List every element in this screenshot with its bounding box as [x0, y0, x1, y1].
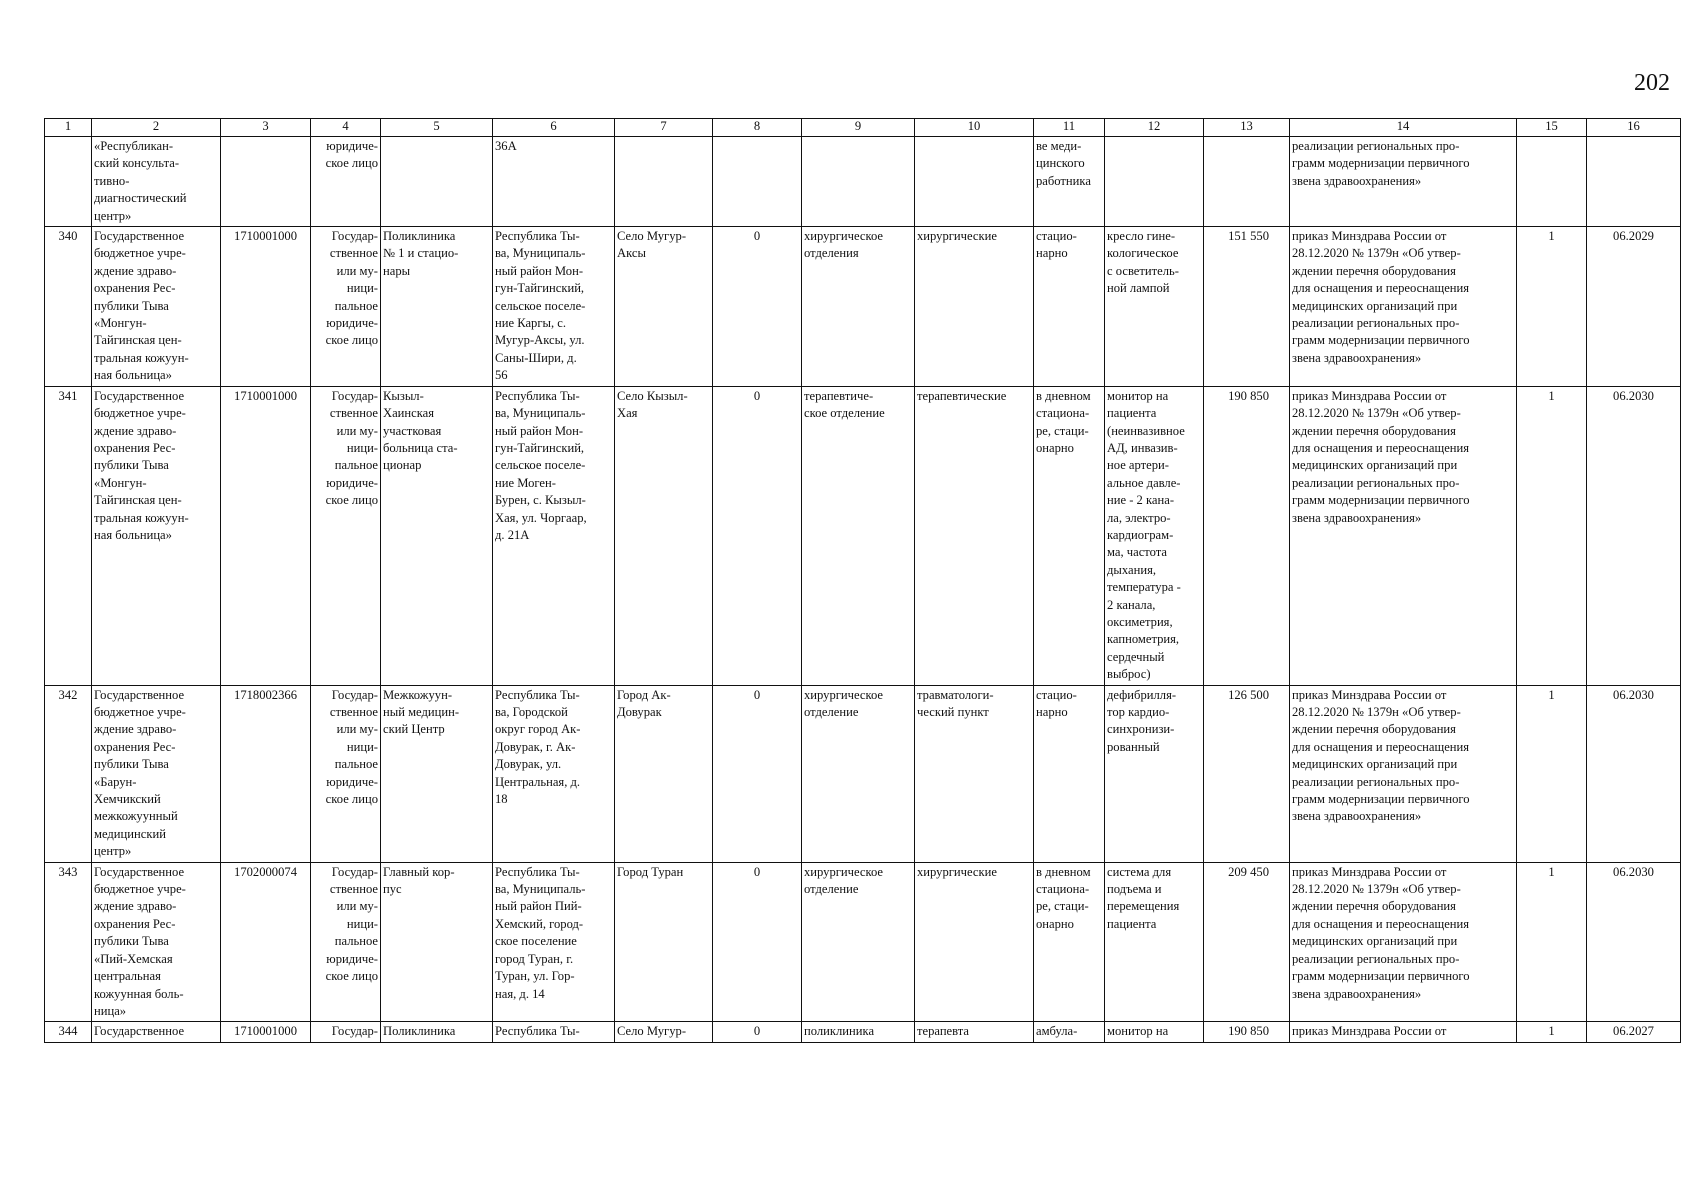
care-conditions: в дневном стациона- ре, стаци- онарно — [1034, 862, 1105, 1022]
table-row — [45, 1022, 1681, 1042]
column-8-value — [713, 137, 802, 227]
table-row — [45, 685, 1681, 862]
department — [802, 137, 915, 227]
column-header: 4 — [311, 119, 381, 137]
row-number — [45, 137, 92, 227]
address: Республика Ты- — [493, 1022, 615, 1042]
column-header: 6 — [493, 119, 615, 137]
settlement: Село Мугур- Аксы — [615, 227, 713, 387]
address: Республика Ты- ва, Муниципаль- ный район Мон- гун-Тайгинский, сельское поселе- ние Каргы, с. Мугур-Аксы, ул. Саны-Шири, д. 56 — [493, 227, 615, 387]
column-8-value: 0 — [713, 227, 802, 387]
address: 36А — [493, 137, 615, 227]
row-number: 343 — [45, 862, 92, 1022]
equipment-name: система для подъема и перемещения пациента — [1105, 862, 1204, 1022]
legal-form: Государ- — [311, 1022, 381, 1042]
column-header: 5 — [381, 119, 493, 137]
address: Республика Ты- ва, Городской округ город Ак- Довурак, г. Ак- Довурак, ул. Центральная, д. 18 — [493, 685, 615, 862]
price — [1204, 137, 1290, 227]
department: поликлиника — [802, 1022, 915, 1042]
settlement: Село Кызыл- Хая — [615, 386, 713, 685]
care-conditions: в дневном стациона- ре, стаци- онарно — [1034, 386, 1105, 685]
structural-unit: Межкожуун- ный медицин- ский Центр — [381, 685, 493, 862]
organization-name: Государственное бюджетное учре- ждение здраво- охранения Рес- публики Тыва «Монгун- Тайгинская цен- тральная кожуун- ная больница» — [92, 227, 221, 387]
delivery-date: 06.2030 — [1587, 685, 1681, 862]
care-conditions: стацио- нарно — [1034, 685, 1105, 862]
organization-name: Государственное бюджетное учре- ждение здраво- охранения Рес- публики Тыва «Монгун- Тайгинская цен- тральная кожуун- ная больница» — [92, 386, 221, 685]
column-header: 3 — [221, 119, 311, 137]
care-profile: хирургические — [915, 862, 1034, 1022]
equipment-name: дефибрилля- тор кардио- синхронизи- рованный — [1105, 685, 1204, 862]
column-number-header — [45, 119, 1681, 137]
care-profile: хирургические — [915, 227, 1034, 387]
inn — [221, 137, 311, 227]
department: хирургическое отделения — [802, 227, 915, 387]
organization-name: Государственное — [92, 1022, 221, 1042]
price: 126 500 — [1204, 685, 1290, 862]
inn: 1710001000 — [221, 1022, 311, 1042]
settlement: Город Туран — [615, 862, 713, 1022]
inn: 1718002366 — [221, 685, 311, 862]
column-header: 10 — [915, 119, 1034, 137]
column-header: 13 — [1204, 119, 1290, 137]
legal-basis: реализации региональных про- грамм модернизации первичного звена здравоохранения» — [1290, 137, 1517, 227]
price: 190 850 — [1204, 386, 1290, 685]
legal-basis: приказ Минздрава России от 28.12.2020 № 1379н «Об утвер- ждении перечня оборудования для оснащения и переоснащения медицинских организаций при реализации региональных про- грамм модернизации первичного звена здравоохранения» — [1290, 386, 1517, 685]
row-number: 341 — [45, 386, 92, 685]
delivery-date: 06.2027 — [1587, 1022, 1681, 1042]
column-header: 15 — [1517, 119, 1587, 137]
structural-unit: Кызыл- Хаинская участковая больница ста- ционар — [381, 386, 493, 685]
inn: 1702000074 — [221, 862, 311, 1022]
settlement: Город Ак- Довурак — [615, 685, 713, 862]
legal-basis: приказ Минздрава России от 28.12.2020 № 1379н «Об утвер- ждении перечня оборудования для оснащения и переоснащения медицинских организаций при реализации региональных про- грамм модернизации первичного звена здравоохранения» — [1290, 862, 1517, 1022]
organization-name: «Республикан- ский консульта- тивно- диагностический центр» — [92, 137, 221, 227]
care-conditions: стацио- нарно — [1034, 227, 1105, 387]
row-number: 340 — [45, 227, 92, 387]
structural-unit: Поликлиника № 1 и стацио- нары — [381, 227, 493, 387]
structural-unit: Главный кор- пус — [381, 862, 493, 1022]
legal-form: Государ- ственное или му- ници- пальное юридиче- ское лицо — [311, 386, 381, 685]
column-8-value: 0 — [713, 685, 802, 862]
structural-unit: Поликлиника — [381, 1022, 493, 1042]
department: терапевтиче- ское отделение — [802, 386, 915, 685]
table-row — [45, 862, 1681, 1022]
department: хирургическое отделение — [802, 862, 915, 1022]
care-profile: терапевтические — [915, 386, 1034, 685]
column-header: 14 — [1290, 119, 1517, 137]
delivery-date — [1587, 137, 1681, 227]
price: 209 450 — [1204, 862, 1290, 1022]
department: хирургическое отделение — [802, 685, 915, 862]
equipment-name: кресло гине- кологическое с осветитель- ной лампой — [1105, 227, 1204, 387]
care-profile: терапевта — [915, 1022, 1034, 1042]
quantity: 1 — [1517, 227, 1587, 387]
table-row — [45, 386, 1681, 685]
column-8-value: 0 — [713, 862, 802, 1022]
care-conditions: ве меди- цинского работника — [1034, 137, 1105, 227]
column-8-value: 0 — [713, 1022, 802, 1042]
quantity: 1 — [1517, 685, 1587, 862]
organization-name: Государственное бюджетное учре- ждение здраво- охранения Рес- публики Тыва «Пий-Хемская центральная кожуунная боль- ница» — [92, 862, 221, 1022]
equipment-name: монитор на пациента (неинвазивное АД, инвазив- ное артери- альное давле- ние - 2 кана- ла, электро- кардиограм- ма, частота дыхания, температура - 2 канала, оксиметрия, капнометрия, сердечный выброс) — [1105, 386, 1204, 685]
quantity: 1 — [1517, 1022, 1587, 1042]
column-header: 8 — [713, 119, 802, 137]
page-number: 202 — [1634, 70, 1670, 96]
row-number: 344 — [45, 1022, 92, 1042]
legal-form: Государ- ственное или му- ници- пальное юридиче- ское лицо — [311, 862, 381, 1022]
legal-basis: приказ Минздрава России от 28.12.2020 № 1379н «Об утвер- ждении перечня оборудования для оснащения и переоснащения медицинских организаций при реализации региональных про- грамм модернизации первичного звена здравоохранения» — [1290, 685, 1517, 862]
structural-unit — [381, 137, 493, 227]
address: Республика Ты- ва, Муниципаль- ный район Мон- гун-Тайгинский, сельское поселе- ние Моген- Бурен, с. Кызыл- Хая, ул. Чоргаар, д. 21А — [493, 386, 615, 685]
address: Республика Ты- ва, Муниципаль- ный район Пий- Хемский, город- ское поселение город Туран, г. Туран, ул. Гор- ная, д. 14 — [493, 862, 615, 1022]
organization-name: Государственное бюджетное учре- ждение здраво- охранения Рес- публики Тыва «Барун- Хемчикский межкожуунный медицинский центр» — [92, 685, 221, 862]
column-8-value: 0 — [713, 386, 802, 685]
quantity — [1517, 137, 1587, 227]
column-header: 12 — [1105, 119, 1204, 137]
delivery-date: 06.2030 — [1587, 386, 1681, 685]
column-header: 7 — [615, 119, 713, 137]
legal-basis: приказ Минздрава России от 28.12.2020 № 1379н «Об утвер- ждении перечня оборудования для оснащения и переоснащения медицинских организаций при реализации региональных про- грамм модернизации первичного звена здравоохранения» — [1290, 227, 1517, 387]
settlement: Село Мугур- — [615, 1022, 713, 1042]
column-header: 11 — [1034, 119, 1105, 137]
care-profile — [915, 137, 1034, 227]
column-header: 2 — [92, 119, 221, 137]
quantity: 1 — [1517, 862, 1587, 1022]
column-header: 16 — [1587, 119, 1681, 137]
care-profile: травматологи- ческий пункт — [915, 685, 1034, 862]
price: 151 550 — [1204, 227, 1290, 387]
equipment-registry-table — [44, 118, 1681, 1043]
delivery-date: 06.2029 — [1587, 227, 1681, 387]
legal-form: Государ- ственное или му- ници- пальное юридиче- ское лицо — [311, 227, 381, 387]
inn: 1710001000 — [221, 386, 311, 685]
price: 190 850 — [1204, 1022, 1290, 1042]
quantity: 1 — [1517, 386, 1587, 685]
row-number: 342 — [45, 685, 92, 862]
equipment-name: монитор на — [1105, 1022, 1204, 1042]
delivery-date: 06.2030 — [1587, 862, 1681, 1022]
care-conditions: амбула- — [1034, 1022, 1105, 1042]
table-row — [45, 227, 1681, 387]
inn: 1710001000 — [221, 227, 311, 387]
legal-form: юридиче- ское лицо — [311, 137, 381, 227]
legal-form: Государ- ственное или му- ници- пальное юридиче- ское лицо — [311, 685, 381, 862]
column-header: 9 — [802, 119, 915, 137]
legal-basis: приказ Минздрава России от — [1290, 1022, 1517, 1042]
settlement — [615, 137, 713, 227]
column-header: 1 — [45, 119, 92, 137]
equipment-name — [1105, 137, 1204, 227]
table-row — [45, 137, 1681, 227]
